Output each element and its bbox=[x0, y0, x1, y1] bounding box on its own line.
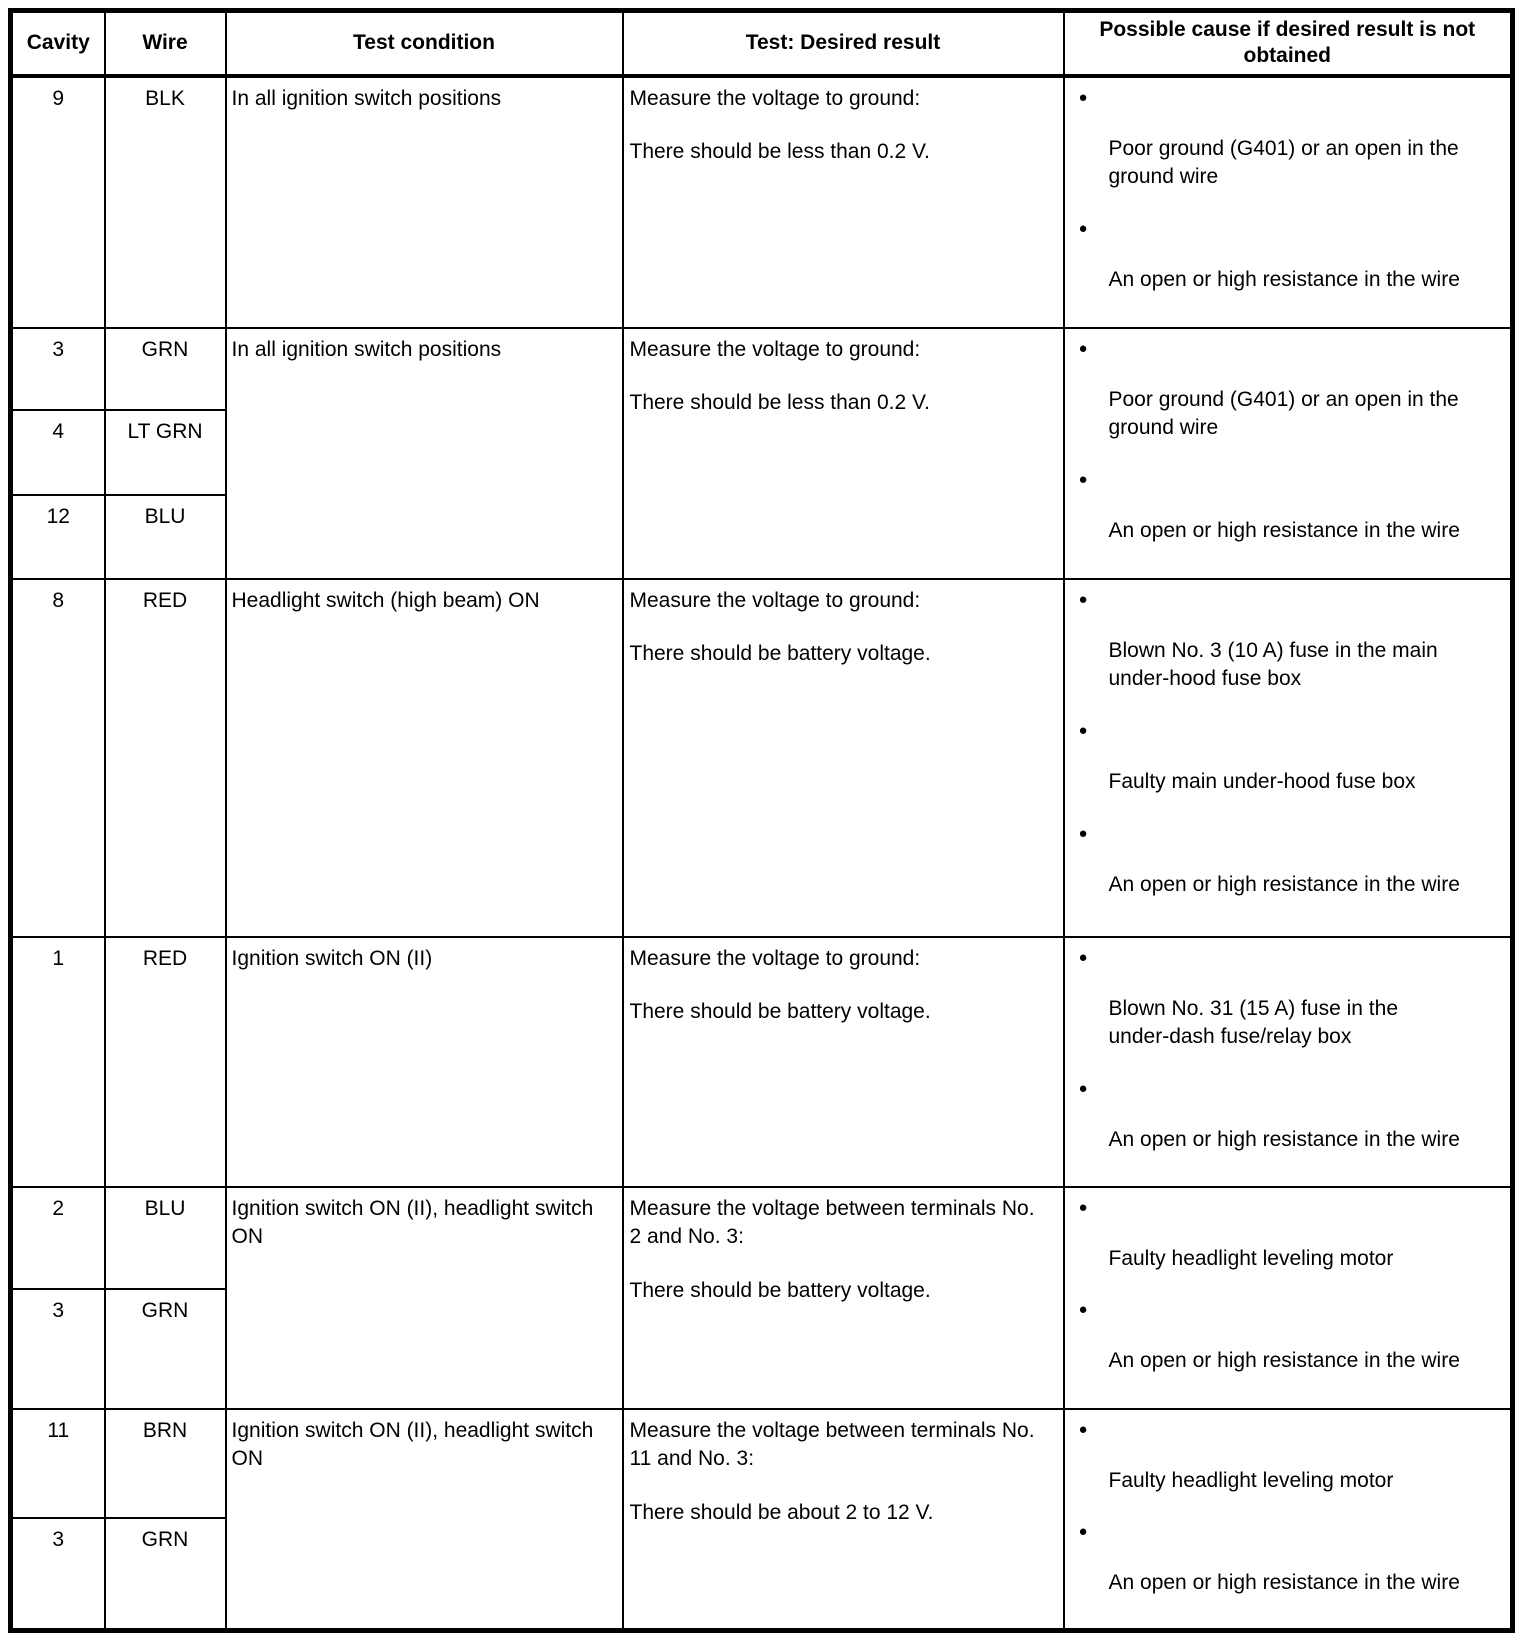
test-instruction: Measure the voltage to ground: bbox=[629, 588, 921, 612]
cause-text: Poor ground (G401) or an open in the ground wire bbox=[1108, 387, 1459, 440]
possible-cause-cell bbox=[1064, 937, 1513, 1187]
bullet-icon: ● bbox=[1078, 825, 1088, 843]
test-condition-cell: Ignition switch ON (II), headlight switch ON bbox=[226, 1409, 623, 1631]
bullet-icon: ● bbox=[1078, 1198, 1088, 1216]
desired-result: There should be about 2 to 12 V. bbox=[629, 1501, 934, 1525]
table-row bbox=[11, 1187, 1513, 1289]
possible-cause-cell bbox=[1064, 328, 1513, 579]
bullet-icon: ● bbox=[1078, 339, 1088, 357]
table-row bbox=[11, 1409, 1513, 1518]
test-instruction: Measure the voltage between terminals No. 11 and No. 3: bbox=[629, 1418, 1035, 1471]
column-header-desired-result: Test: Desired result bbox=[623, 11, 1064, 76]
test-result-cell bbox=[623, 937, 1064, 1187]
cause-text: An open or high resistance in the wire bbox=[1108, 873, 1460, 897]
cause-item bbox=[1078, 88, 1501, 193]
cavity-cell: 2 bbox=[11, 1187, 105, 1289]
wire-cell: GRN bbox=[105, 1289, 226, 1409]
test-condition-cell: In all ignition switch positions bbox=[226, 76, 623, 328]
cause-item bbox=[1078, 590, 1501, 695]
test-result-cell bbox=[623, 579, 1064, 937]
wire-cell: GRN bbox=[105, 1518, 226, 1631]
test-condition-cell: Headlight switch (high beam) ON bbox=[226, 579, 623, 937]
bullet-icon: ● bbox=[1078, 220, 1088, 238]
cause-item bbox=[1079, 473, 1501, 546]
possible-cause-cell bbox=[1064, 1409, 1513, 1631]
cause-item bbox=[1079, 1525, 1501, 1598]
cause-text: An open or high resistance in the wire bbox=[1108, 519, 1460, 543]
bullet-icon: ● bbox=[1078, 88, 1088, 106]
test-result-cell bbox=[623, 1187, 1064, 1409]
wire-cell: BLU bbox=[105, 495, 226, 579]
cause-item bbox=[1078, 948, 1501, 1053]
header-row bbox=[11, 11, 1513, 76]
wire-cell: RED bbox=[105, 579, 226, 937]
cause-item bbox=[1079, 827, 1501, 900]
column-header-wire: Wire bbox=[105, 11, 226, 76]
wire-cell: BLU bbox=[105, 1187, 226, 1289]
table-row bbox=[11, 937, 1513, 1187]
bullet-icon: ● bbox=[1078, 948, 1088, 966]
cause-item bbox=[1078, 339, 1501, 444]
table-row bbox=[11, 579, 1513, 937]
wiring-test-table bbox=[8, 8, 1515, 1633]
bullet-icon: ● bbox=[1078, 722, 1088, 740]
cause-item bbox=[1079, 1303, 1501, 1376]
bullet-icon: ● bbox=[1078, 1420, 1088, 1438]
test-instruction: Measure the voltage between terminals No. 2 and No. 3: bbox=[629, 1196, 1035, 1249]
test-result-cell bbox=[623, 76, 1064, 328]
cavity-cell: 1 bbox=[11, 937, 105, 1187]
test-result-cell bbox=[623, 1409, 1064, 1631]
cause-item bbox=[1079, 1082, 1501, 1155]
cause-item bbox=[1078, 1198, 1501, 1274]
bullet-icon: ● bbox=[1078, 1301, 1088, 1319]
cause-text: Faulty headlight leveling motor bbox=[1108, 1468, 1394, 1492]
test-instruction: Measure the voltage to ground: bbox=[629, 337, 921, 361]
cavity-cell: 4 bbox=[11, 410, 105, 495]
column-header-possible-cause: Possible cause if desired result is not obtained bbox=[1064, 11, 1513, 76]
cause-text: Faulty main under-hood fuse box bbox=[1108, 770, 1416, 794]
cause-text: Blown No. 3 (10 A) fuse in the main under-hood fuse box bbox=[1108, 638, 1438, 691]
test-instruction: Measure the voltage to ground: bbox=[629, 946, 921, 970]
table-row bbox=[11, 76, 1513, 328]
test-instruction: Measure the voltage to ground: bbox=[629, 86, 921, 110]
wire-cell: GRN bbox=[105, 328, 226, 410]
test-condition-cell: Ignition switch ON (II), headlight switch ON bbox=[226, 1187, 623, 1409]
cause-item bbox=[1079, 222, 1501, 295]
desired-result: There should be battery voltage. bbox=[629, 1000, 931, 1024]
cause-text: An open or high resistance in the wire bbox=[1108, 268, 1460, 292]
column-header-cavity: Cavity bbox=[11, 11, 105, 76]
possible-cause-cell bbox=[1064, 579, 1513, 937]
cause-text: Faulty headlight leveling motor bbox=[1108, 1246, 1394, 1270]
cause-item bbox=[1079, 724, 1501, 797]
test-condition-cell: In all ignition switch positions bbox=[226, 328, 623, 579]
wire-cell: LT GRN bbox=[105, 410, 226, 495]
cavity-cell: 3 bbox=[11, 1518, 105, 1631]
bullet-icon: ● bbox=[1078, 1523, 1088, 1541]
column-header-test-condition: Test condition bbox=[226, 11, 623, 76]
desired-result: There should be less than 0.2 V. bbox=[629, 391, 930, 415]
cavity-cell: 11 bbox=[11, 1409, 105, 1518]
test-condition-cell: Ignition switch ON (II) bbox=[226, 937, 623, 1187]
cause-item bbox=[1078, 1420, 1501, 1496]
cause-text: An open or high resistance in the wire bbox=[1108, 1571, 1460, 1595]
cause-text: An open or high resistance in the wire bbox=[1108, 1128, 1460, 1152]
cause-text: Blown No. 31 (15 A) fuse in the under-dash fuse/relay box bbox=[1108, 996, 1398, 1049]
desired-result: There should be battery voltage. bbox=[629, 1279, 931, 1303]
wire-cell: BRN bbox=[105, 1409, 226, 1518]
cavity-cell: 12 bbox=[11, 495, 105, 579]
bullet-icon: ● bbox=[1078, 1080, 1088, 1098]
possible-cause-cell bbox=[1064, 76, 1513, 328]
possible-cause-cell bbox=[1064, 1187, 1513, 1409]
cause-text: Poor ground (G401) or an open in the ground wire bbox=[1108, 136, 1459, 189]
cavity-cell: 8 bbox=[11, 579, 105, 937]
cavity-cell: 3 bbox=[11, 328, 105, 410]
cavity-cell: 9 bbox=[11, 76, 105, 328]
desired-result: There should be battery voltage. bbox=[629, 642, 931, 666]
test-result-cell bbox=[623, 328, 1064, 579]
table-row bbox=[11, 328, 1513, 410]
cause-text: An open or high resistance in the wire bbox=[1108, 1349, 1460, 1373]
bullet-icon: ● bbox=[1078, 590, 1088, 608]
desired-result: There should be less than 0.2 V. bbox=[629, 140, 930, 164]
wire-cell: BLK bbox=[105, 76, 226, 328]
bullet-icon: ● bbox=[1078, 471, 1088, 489]
cavity-cell: 3 bbox=[11, 1289, 105, 1409]
wire-cell: RED bbox=[105, 937, 226, 1187]
